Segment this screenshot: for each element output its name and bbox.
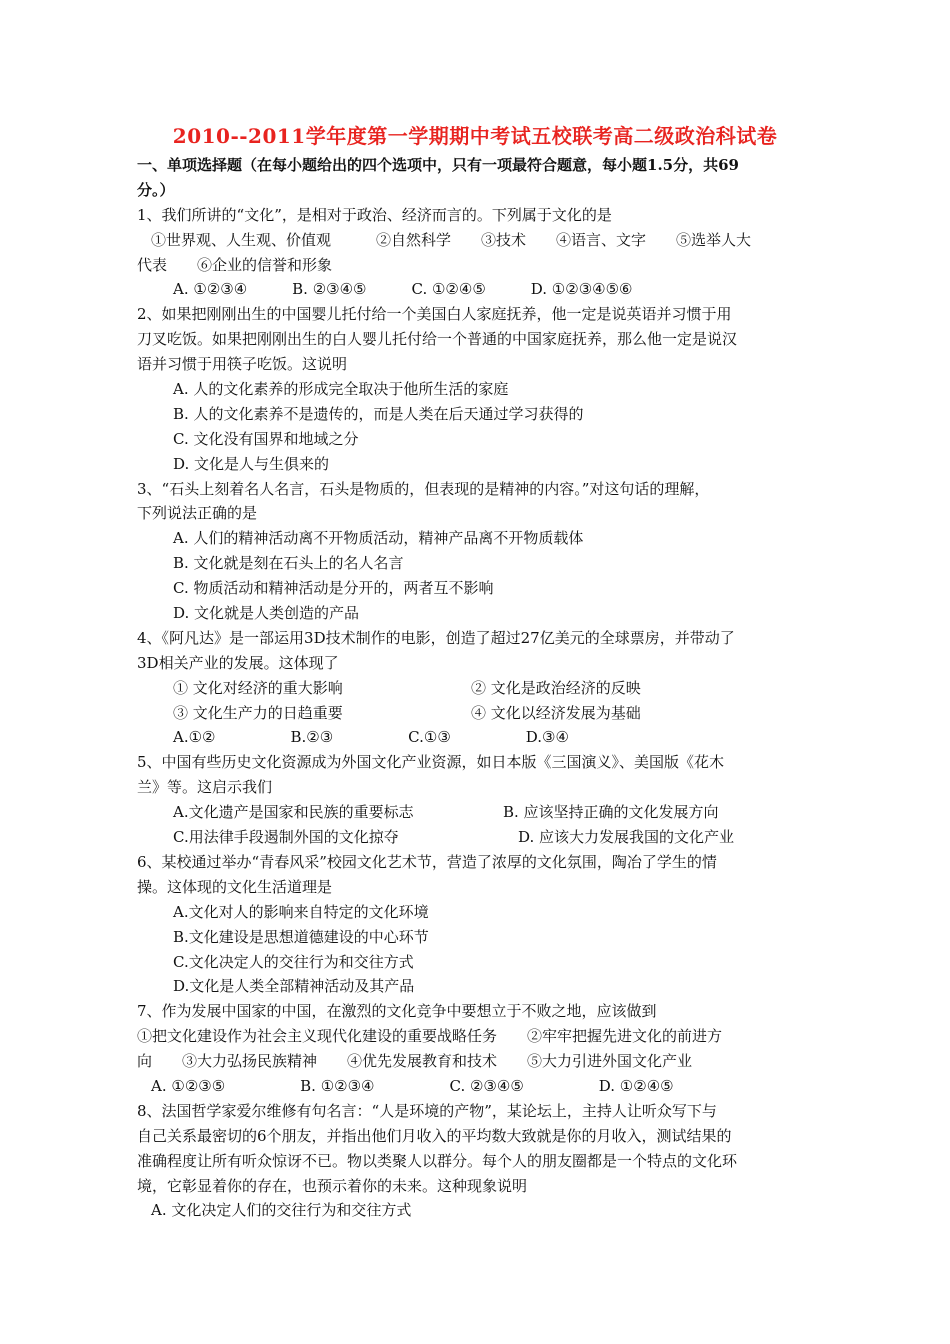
q6-option-c: C.文化决定人的交往行为和交往方式 — [173, 952, 414, 971]
q4-items-row2 — [137, 701, 815, 726]
q4-item-4: ④ 文化以经济发展为基础 — [471, 703, 641, 722]
q8-option-a: A. 文化决定人们的交往行为和交往方式 — [151, 1201, 412, 1220]
q5-options-row1 — [137, 800, 815, 825]
q4-item-1: ① 文化对经济的重大影响 — [173, 678, 343, 697]
q4-items-row1 — [137, 676, 815, 701]
q2-stem-cont: 刀叉吃饭。如果把刚刚出生的白人婴儿托付给一个普通的中国家庭抚养，那么他一定是说汉 — [137, 330, 738, 349]
q1-items-cont: 代表 ⑥企业的信誉和形象 — [137, 255, 333, 274]
section-heading: 一、单项选择题（在每小题给出的四个选项中，只有一项最符合题意，每小题1.5分，共69 — [137, 156, 739, 174]
q3-option-a: A. 人们的精神活动离不开物质活动，精神产品离不开物质载体 — [173, 529, 584, 548]
q2-option-d: D. 文化是人与生俱来的 — [173, 454, 330, 473]
q2-stem: 2、如果把刚刚出生的中国婴儿托付给一个美国白人家庭抚养，他一定是说英语并习惯于用 — [137, 305, 732, 324]
q5-options-row2 — [137, 825, 815, 850]
q4-item-3: ③ 文化生产力的日趋重要 — [173, 703, 343, 722]
q4-stem: 4、《阿凡达》是一部运用3D技术制作的电影，创造了超过27亿美元的全球票房，并带动了 — [137, 628, 735, 647]
q4-item-2: ② 文化是政治经济的反映 — [471, 678, 641, 697]
q5-option-b: B. 应该坚持正确的文化发展方向 — [503, 803, 719, 822]
q4-options: A.①② B.②③ C.①③ D.③④ — [173, 728, 569, 747]
q8-stem-cont: 境，它彰显着你的存在，也预示着你的未来。这种现象说明 — [137, 1176, 528, 1195]
q8-stem-cont: 准确程度让所有听众惊讶不已。物以类聚人以群分。每个人的朋友圈都是一个特点的文化环 — [137, 1151, 738, 1170]
q1-options: A. ①②③④ B. ②③④⑤ C. ①②④⑤ D. ①②③④⑤⑥ — [173, 280, 633, 299]
exam-content — [137, 153, 815, 1223]
q7-items-cont: 向 ③大力弘扬民族精神 ④优先发展教育和技术 ⑤大力引进外国文化产业 — [137, 1052, 693, 1071]
q2-option-a: A. 人的文化素养的形成完全取决于他所生活的家庭 — [173, 380, 509, 399]
q1-items: ①世界观、人生观、价值观 ②自然科学 ③技术 ④语言、文字 ⑤选举人大 — [151, 230, 752, 249]
q6-option-b: B.文化建设是思想道德建设的中心环节 — [173, 927, 429, 946]
q6-stem: 6、某校通过举办“青春风采”校园文化艺术节，营造了浓厚的文化氛围，陶冶了学生的情 — [137, 852, 717, 871]
q5-option-d: D. 应该大力发展我国的文化产业 — [518, 828, 735, 847]
q6-option-d: D.文化是人类全部精神活动及其产品 — [173, 977, 415, 996]
q2-option-b: B. 人的文化素养不是遗传的，而是人类在后天通过学习获得的 — [173, 404, 584, 423]
q5-option-a: A.文化遗产是国家和民族的重要标志 — [173, 803, 414, 822]
q2-stem-cont: 语并习惯于用筷子吃饭。这说明 — [137, 355, 348, 374]
q7-options: A. ①②③⑤ B. ①②③④ C. ②③④⑤ D. ①②④⑤ — [151, 1076, 674, 1095]
section-heading-cont: 分。） — [137, 180, 175, 199]
q3-stem: 3、“石头上刻着名人名言，石头是物质的，但表现的是精神的内容。”对这句话的理解， — [137, 479, 710, 498]
q8-stem: 8、法国哲学家爱尔维修有句名言：“人是环境的产物”，某论坛上，主持人让听众写下与 — [137, 1101, 717, 1120]
q7-items: ①把文化建设作为社会主义现代化建设的重要战略任务 ②牢牢把握先进文化的前进方 — [137, 1027, 723, 1046]
q3-option-d: D. 文化就是人类创造的产品 — [173, 604, 360, 623]
q3-option-c: C. 物质活动和精神活动是分开的，两者互不影响 — [173, 579, 494, 598]
q5-stem: 5、中国有些历史文化资源成为外国文化产业资源，如日本版《三国演义》、美国版《花木 — [137, 753, 725, 772]
q4-stem-cont: 3D相关产业的发展。这体现了 — [137, 653, 339, 672]
q5-option-c: C.用法律手段遏制外国的文化掠夺 — [173, 828, 399, 847]
q1-stem: 1、我们所讲的“文化”，是相对于政治、经济而言的。下列属于文化的是 — [137, 205, 612, 224]
q3-stem-cont: 下列说法正确的是 — [137, 504, 258, 523]
q5-stem-cont: 兰》等。这启示我们 — [137, 778, 273, 797]
q6-stem-cont: 操。这体现的文化生活道理是 — [137, 877, 333, 896]
q8-stem-cont: 自己关系最密切的6个朋友，并指出他们月收入的平均数大致就是你的月收入，测试结果的 — [137, 1126, 732, 1145]
q2-option-c: C. 文化没有国界和地域之分 — [173, 429, 359, 448]
q3-option-b: B. 文化就是刻在石头上的名人名言 — [173, 554, 404, 573]
page-title: 2010--2011学年度第一学期期中考试五校联考高二级政治科试卷 — [172, 124, 778, 148]
q6-option-a: A.文化对人的影响来自特定的文化环境 — [173, 902, 429, 921]
q7-stem: 7、作为发展中国家的中国，在激烈的文化竞争中要想立于不败之地，应该做到 — [137, 1002, 657, 1021]
